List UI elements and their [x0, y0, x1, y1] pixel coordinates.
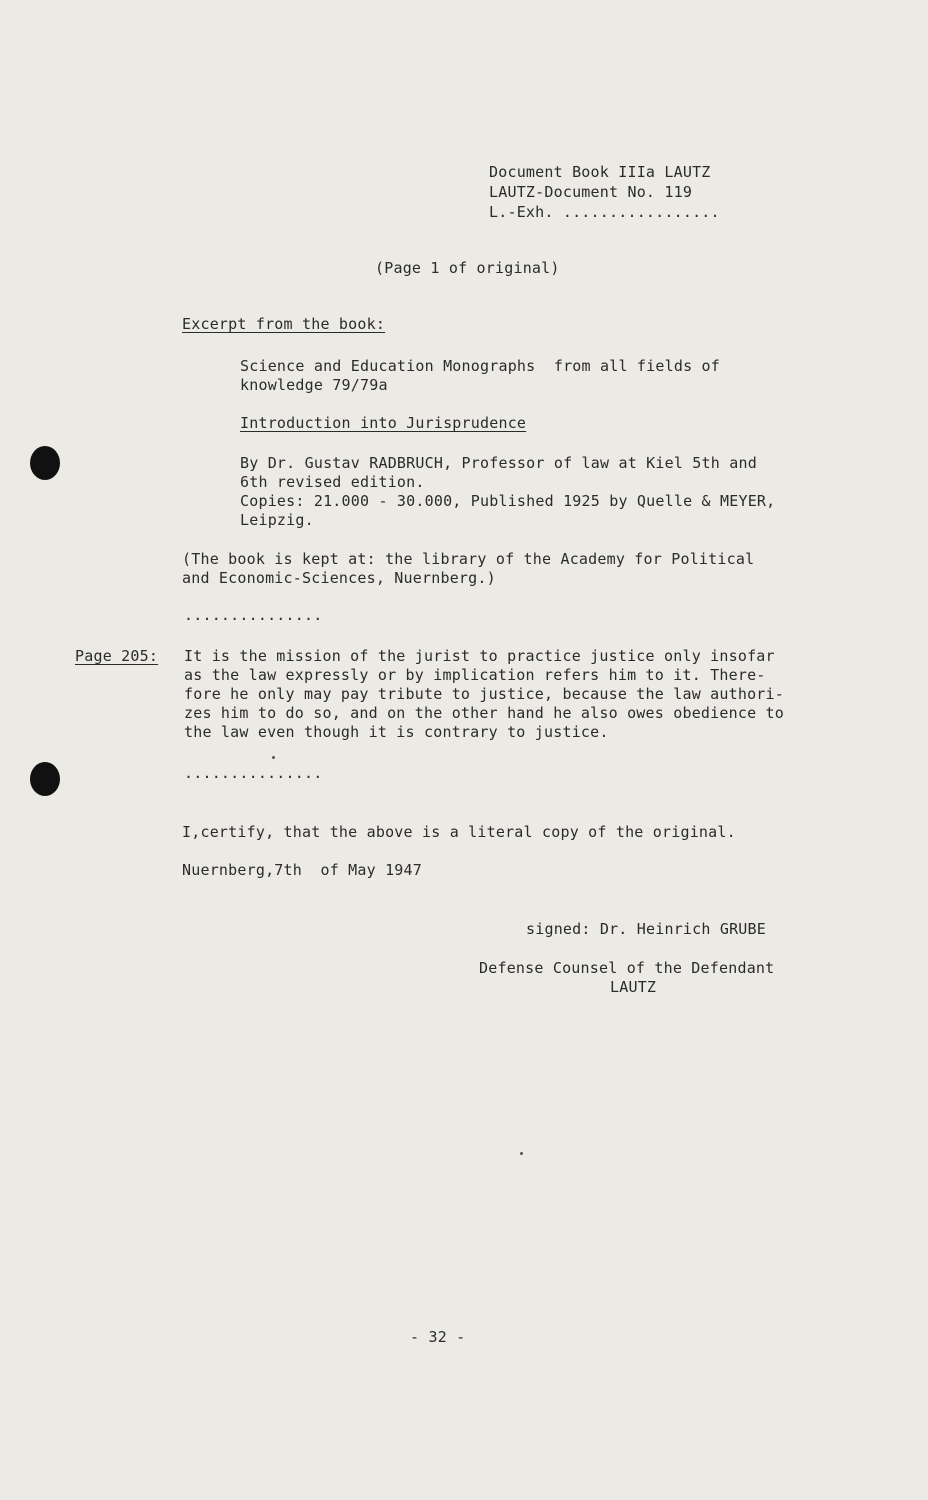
header-document-book: Document Book IIIa LAUTZ: [489, 163, 711, 181]
quote-line-5: the law even though it is contrary to justice.: [184, 723, 609, 741]
header-document-number: LAUTZ-Document No. 119: [489, 183, 693, 201]
author-line-2: 6th revised edition.: [240, 473, 425, 491]
series-line-2: knowledge 79/79a: [240, 376, 388, 394]
quote-line-4: zes him to do so, and on the other hand he also owes obedience to: [184, 704, 784, 722]
punch-hole-top: [30, 446, 60, 480]
paper-speck: [520, 1152, 523, 1155]
signature-line: signed: Dr. Heinrich GRUBE: [526, 920, 766, 938]
place-and-date: Nuernberg,7th of May 1947: [182, 861, 422, 879]
excerpt-heading: Excerpt from the book:: [182, 315, 386, 333]
quote-line-2: as the law expressly or by implication refers him to it. There-: [184, 666, 766, 684]
signer-role-line-1: Defense Counsel of the Defendant: [479, 959, 775, 977]
library-line-1: (The book is kept at: the library of the Academy for Political: [182, 550, 755, 568]
certification-statement: I,certify, that the above is a literal copy of the original.: [182, 823, 736, 841]
quote-page-label: Page 205:: [75, 647, 159, 665]
series-line-1: Science and Education Monographs from all fields of: [240, 357, 720, 375]
page-number: - 32 -: [410, 1328, 466, 1346]
book-title: Introduction into Jurisprudence: [240, 414, 527, 432]
paper-speck: [272, 756, 275, 759]
quote-line-1: It is the mission of the jurist to practice justice only insofar: [184, 647, 775, 665]
ellipsis-divider-2: ...............: [184, 764, 323, 782]
author-line-4: Leipzig.: [240, 511, 314, 529]
header-exhibit: L.-Exh. .................: [489, 203, 720, 221]
author-line-3: Copies: 21.000 - 30.000, Published 1925 by Quelle & MEYER,: [240, 492, 776, 510]
author-line-1: By Dr. Gustav RADBRUCH, Professor of law at Kiel 5th and: [240, 454, 757, 472]
page-reference: (Page 1 of original): [375, 259, 560, 277]
signer-role-line-2: LAUTZ: [610, 978, 657, 996]
punch-hole-bottom: [30, 762, 60, 796]
quote-line-3: fore he only may pay tribute to justice, because the law authori-: [184, 685, 784, 703]
ellipsis-divider-1: ...............: [184, 606, 323, 624]
library-line-2: and Economic-Sciences, Nuernberg.): [182, 569, 496, 587]
